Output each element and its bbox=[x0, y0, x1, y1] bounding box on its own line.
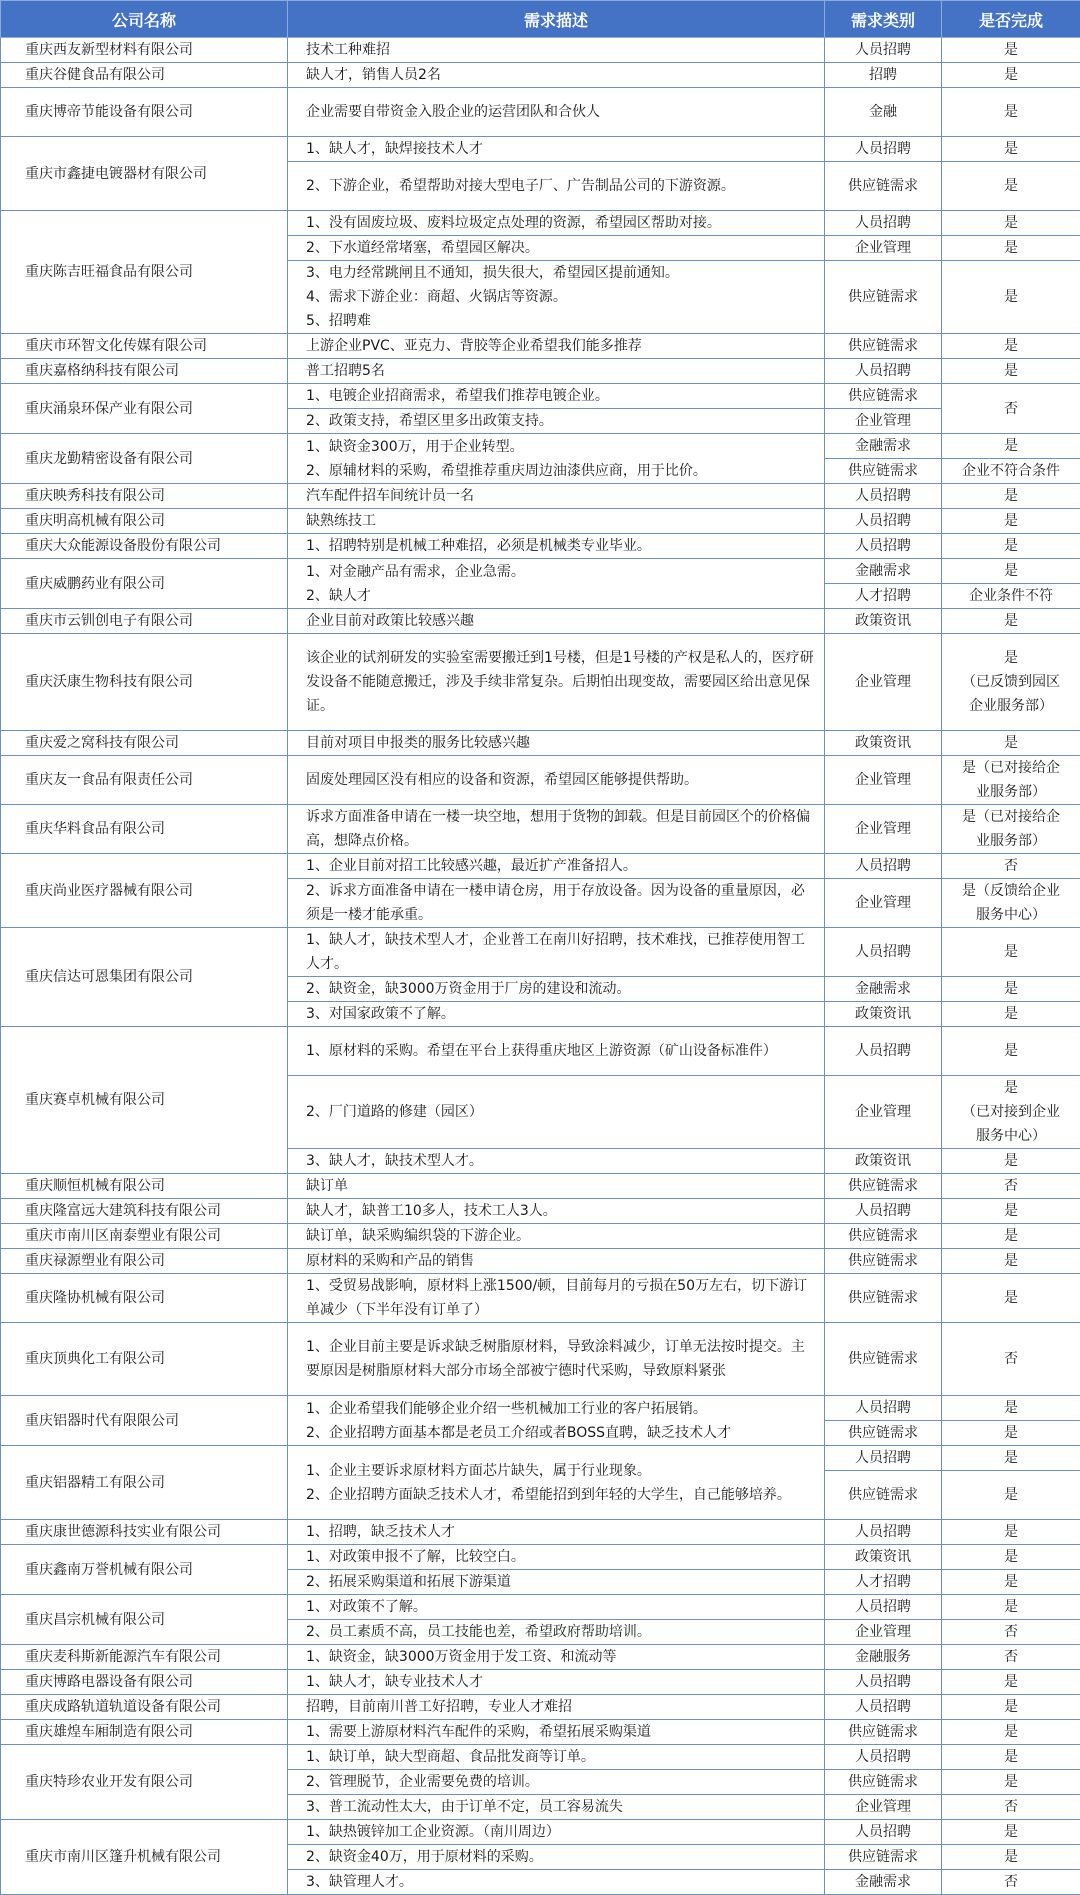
table-row bbox=[1, 1199, 1080, 1224]
table-row bbox=[1, 211, 1080, 236]
completion-status: 是 bbox=[942, 1695, 1080, 1720]
table-row bbox=[1, 634, 1080, 731]
demand-category: 人员招聘 bbox=[825, 854, 942, 879]
demand-description: 1、受贸易战影响，原材料上涨1500/顿，目前每月的亏损在50万左右，切下游订单减少（下半年没有订单了） bbox=[288, 1274, 825, 1323]
table-row bbox=[1, 559, 1080, 584]
demand-description: 目前对项目申报类的服务比较感兴趣 bbox=[288, 731, 825, 756]
completion-status: 否 bbox=[942, 854, 1080, 879]
demand-description-line: 1、企业希望我们能够企业介绍一些机械加工行业的客户拓展销。 bbox=[306, 1397, 814, 1421]
completion-status: 是 bbox=[942, 509, 1080, 534]
demand-description-line: 1、缺资金300万，用于企业转型。 bbox=[306, 435, 814, 459]
completion-status: 是 bbox=[942, 162, 1080, 211]
completion-status: 企业不符合条件 bbox=[942, 459, 1080, 484]
demand-description-line: 2、原辅材料的采购，希望推荐重庆周边油漆供应商，用于比价。 bbox=[306, 459, 814, 483]
demand-description: 1、对政策不了解。 bbox=[288, 1595, 825, 1620]
completion-status: 是 bbox=[942, 609, 1080, 634]
demand-category: 金融需求 bbox=[825, 1870, 942, 1895]
completion-status: 是 bbox=[942, 1002, 1080, 1027]
company-name: 重庆隆协机械有限公司 bbox=[1, 1274, 288, 1323]
company-name: 重庆大众能源设备股份有限公司 bbox=[1, 534, 288, 559]
company-name: 重庆龙勤精密设备有限公司 bbox=[1, 434, 288, 484]
demand-category: 人员招聘 bbox=[825, 1027, 942, 1076]
demand-category: 人员招聘 bbox=[825, 1695, 942, 1720]
completion-status: 否 bbox=[942, 1645, 1080, 1670]
demand-category: 政策资讯 bbox=[825, 1149, 942, 1174]
demand-category: 供应链需求 bbox=[825, 1845, 942, 1870]
company-name: 重庆博路电器设备有限公司 bbox=[1, 1670, 288, 1695]
company-name: 重庆赛卓机械有限公司 bbox=[1, 1027, 288, 1174]
completion-status bbox=[942, 879, 1080, 928]
demand-category: 金融需求 bbox=[825, 559, 942, 584]
completion-status: 是 bbox=[942, 261, 1080, 334]
company-name: 重庆特珍农业开发有限公司 bbox=[1, 1745, 288, 1820]
completion-status: 是 bbox=[942, 1670, 1080, 1695]
company-name: 重庆市南川区篷升机械有限公司 bbox=[1, 1820, 288, 1895]
demand-category: 供应链需求 bbox=[825, 1770, 942, 1795]
demand-description: 2、缺资金40万，用于原材料的采购。 bbox=[288, 1845, 825, 1870]
company-name: 重庆铝器精工有限公司 bbox=[1, 1446, 288, 1520]
completion-status: 企业条件不符 bbox=[942, 584, 1080, 609]
demand-description: 1、缺人才，缺技术型人才，企业普工在南川好招聘，技术难找，已推荐使用智工人才。 bbox=[288, 928, 825, 977]
company-name: 重庆谷健食品有限公司 bbox=[1, 63, 288, 88]
demand-category: 供应链需求 bbox=[825, 1421, 942, 1446]
completion-status: 是 bbox=[942, 1446, 1080, 1471]
demand-category: 人员招聘 bbox=[825, 38, 942, 63]
completion-status: 否 bbox=[942, 1795, 1080, 1820]
demand-category: 金融需求 bbox=[825, 977, 942, 1002]
demand-description: 1、招聘特别是机械工种难招，必须是机械类专业毕业。 bbox=[288, 534, 825, 559]
completion-status: 是 bbox=[942, 1720, 1080, 1745]
company-name: 重庆市南川区南泰塑业有限公司 bbox=[1, 1224, 288, 1249]
company-name: 重庆昌宗机械有限公司 bbox=[1, 1595, 288, 1645]
company-name: 重庆顶典化工有限公司 bbox=[1, 1323, 288, 1396]
demand-category: 企业管理 bbox=[825, 1076, 942, 1149]
completion-status: 否 bbox=[942, 1620, 1080, 1645]
demand-description: 招聘，目前南川普工好招聘，专业人才难招 bbox=[288, 1695, 825, 1720]
demand-category: 人员招聘 bbox=[825, 509, 942, 534]
completion-status-line: 企业服务部） bbox=[948, 694, 1074, 718]
demand-category: 人才招聘 bbox=[825, 1570, 942, 1595]
table-row bbox=[1, 534, 1080, 559]
demand-description: 2、员工素质不高，员工技能也差，希望政府帮助培训。 bbox=[288, 1620, 825, 1645]
demand-category: 人员招聘 bbox=[825, 211, 942, 236]
demand-category: 供应链需求 bbox=[825, 261, 942, 334]
demand-category: 人才招聘 bbox=[825, 584, 942, 609]
demand-description: 2、诉求方面准备申请在一楼申请仓房，用于存放设备。因为设备的重量原因，必须是一楼才能承重。 bbox=[288, 879, 825, 928]
demand-category: 人员招聘 bbox=[825, 1520, 942, 1545]
demand-description: 1、企业目前主要是诉求缺乏树脂原材料，导致涂料减少，订单无法按时提交。主要原因是树脂原材料大部分市场全部被宁德时代采购，导致原料紧张 bbox=[288, 1323, 825, 1396]
demand-category: 政策资讯 bbox=[825, 1545, 942, 1570]
company-name: 重庆涌泉环保产业有限公司 bbox=[1, 384, 288, 434]
company-name: 重庆友一食品有限责任公司 bbox=[1, 756, 288, 805]
company-name: 重庆嘉格纳科技有限公司 bbox=[1, 359, 288, 384]
completion-status bbox=[942, 756, 1080, 805]
company-name: 重庆市鑫捷电镀器材有限公司 bbox=[1, 137, 288, 211]
demand-description: 1、招聘，缺乏技术人才 bbox=[288, 1520, 825, 1545]
demand-description: 1、缺人才，缺焊接技术人才 bbox=[288, 137, 825, 162]
completion-status-line: 业服务部） bbox=[948, 780, 1074, 804]
demand-description: 上游企业PVC、亚克力、背胶等企业希望我们能多推荐 bbox=[288, 334, 825, 359]
table-body bbox=[1, 38, 1080, 1895]
demand-category: 企业管理 bbox=[825, 236, 942, 261]
demand-category: 供应链需求 bbox=[825, 1274, 942, 1323]
company-name: 重庆雄煌车厢制造有限公司 bbox=[1, 1720, 288, 1745]
demand-category: 人员招聘 bbox=[825, 1745, 942, 1770]
company-name: 重庆爱之窝科技有限公司 bbox=[1, 731, 288, 756]
demand-description: 缺订单，缺采购编织袋的下游企业。 bbox=[288, 1224, 825, 1249]
demand-description: 企业需要自带资金入股企业的运营团队和合伙人 bbox=[288, 88, 825, 137]
demand-category: 人员招聘 bbox=[825, 534, 942, 559]
demand-description: 1、没有固废垃圾、废料垃圾定点处理的资源，希望园区帮助对接。 bbox=[288, 211, 825, 236]
table-row bbox=[1, 1274, 1080, 1323]
completion-status: 是 bbox=[942, 1199, 1080, 1224]
table-row bbox=[1, 1720, 1080, 1745]
demand-category: 供应链需求 bbox=[825, 459, 942, 484]
demand-category: 企业管理 bbox=[825, 805, 942, 854]
table-row bbox=[1, 756, 1080, 805]
table-row bbox=[1, 484, 1080, 509]
demand-description: 诉求方面准备申请在一楼一块空地，想用于货物的卸载。但是目前园区个的价格偏高，想降点价格。 bbox=[288, 805, 825, 854]
demand-description-line: 5、招聘难 bbox=[306, 309, 814, 333]
completion-status-line: （已反馈到园区 bbox=[948, 670, 1074, 694]
demand-description: 2、缺资金，缺3000万资金用于厂房的建设和流动。 bbox=[288, 977, 825, 1002]
table-row bbox=[1, 1249, 1080, 1274]
demand-category: 人员招聘 bbox=[825, 928, 942, 977]
company-name: 重庆市云钏创电子有限公司 bbox=[1, 609, 288, 634]
completion-status: 是 bbox=[942, 1570, 1080, 1595]
demand-category: 人员招聘 bbox=[825, 1396, 942, 1421]
demand-description: 2、厂门道路的修建（园区） bbox=[288, 1076, 825, 1149]
completion-status: 否 bbox=[942, 1870, 1080, 1895]
table-row bbox=[1, 1545, 1080, 1570]
company-name: 重庆西友新型材料有限公司 bbox=[1, 38, 288, 63]
completion-status: 是 bbox=[942, 1545, 1080, 1570]
table-row bbox=[1, 928, 1080, 977]
completion-status: 否 bbox=[942, 1323, 1080, 1396]
completion-status-line: 服务中心） bbox=[948, 903, 1074, 927]
demand-category: 企业管理 bbox=[825, 409, 942, 434]
demand-category: 供应链需求 bbox=[825, 1471, 942, 1520]
completion-status: 是 bbox=[942, 1595, 1080, 1620]
table-row bbox=[1, 434, 1080, 459]
table-row bbox=[1, 805, 1080, 854]
table-row bbox=[1, 88, 1080, 137]
completion-status: 是 bbox=[942, 534, 1080, 559]
table-row bbox=[1, 609, 1080, 634]
table-row bbox=[1, 334, 1080, 359]
completion-status-line: 是 bbox=[948, 1076, 1074, 1100]
table-row bbox=[1, 1520, 1080, 1545]
company-name: 重庆鑫南万誉机械有限公司 bbox=[1, 1545, 288, 1595]
table-row bbox=[1, 1446, 1080, 1471]
demand-description: 2、下水道经常堵塞，希望园区解决。 bbox=[288, 236, 825, 261]
demand-description: 1、需要上游原材料汽车配件的采购，希望拓展采购渠道 bbox=[288, 1720, 825, 1745]
completion-status: 是 bbox=[942, 1421, 1080, 1446]
table-row bbox=[1, 1027, 1080, 1076]
table-row bbox=[1, 384, 1080, 409]
demand-category: 招聘 bbox=[825, 63, 942, 88]
company-name: 重庆华料食品有限公司 bbox=[1, 805, 288, 854]
demand-description: 企业目前对政策比较感兴趣 bbox=[288, 609, 825, 634]
table-row bbox=[1, 1820, 1080, 1845]
demand-description: 缺熟练技工 bbox=[288, 509, 825, 534]
completion-status: 是 bbox=[942, 63, 1080, 88]
table-row bbox=[1, 1323, 1080, 1396]
demand-description: 1、缺热镀锌加工企业资源。（南川周边） bbox=[288, 1820, 825, 1845]
completion-status: 是 bbox=[942, 1845, 1080, 1870]
demand-category: 供应链需求 bbox=[825, 1249, 942, 1274]
demand-category: 供应链需求 bbox=[825, 162, 942, 211]
completion-status: 是 bbox=[942, 334, 1080, 359]
company-name: 重庆沃康生物科技有限公司 bbox=[1, 634, 288, 731]
demand-category: 政策资讯 bbox=[825, 731, 942, 756]
table-row bbox=[1, 1174, 1080, 1199]
demand-description: 2、管理脱节，企业需要免费的培训。 bbox=[288, 1770, 825, 1795]
company-name: 重庆映秀科技有限公司 bbox=[1, 484, 288, 509]
table-row bbox=[1, 509, 1080, 534]
table-row bbox=[1, 731, 1080, 756]
company-name: 重庆成路轨道轨道设备有限公司 bbox=[1, 1695, 288, 1720]
completion-status: 是 bbox=[942, 977, 1080, 1002]
demand-category: 企业管理 bbox=[825, 1795, 942, 1820]
demand-description: 1、对政策申报不了解，比较空白。 bbox=[288, 1545, 825, 1570]
demand-description: 2、下游企业，希望帮助对接大型电子厂、广告制品公司的下游资源。 bbox=[288, 162, 825, 211]
demand-description bbox=[288, 261, 825, 334]
company-name: 重庆铝器时代有限限公司 bbox=[1, 1396, 288, 1446]
completion-status: 是 bbox=[942, 1520, 1080, 1545]
demand-description: 3、普工流动性太大，由于订单不定，员工容易流失 bbox=[288, 1795, 825, 1820]
completion-status-line: 是（已对接给企 bbox=[948, 805, 1074, 829]
completion-status: 是 bbox=[942, 1820, 1080, 1845]
company-name: 重庆顺恒机械有限公司 bbox=[1, 1174, 288, 1199]
demand-description: 普工招聘5名 bbox=[288, 359, 825, 384]
demand-category: 人员招聘 bbox=[825, 1670, 942, 1695]
demand-category: 供应链需求 bbox=[825, 1720, 942, 1745]
completion-status: 是 bbox=[942, 928, 1080, 977]
table-row bbox=[1, 359, 1080, 384]
company-name: 重庆威鹏药业有限公司 bbox=[1, 559, 288, 609]
demand-description: 技术工种难招 bbox=[288, 38, 825, 63]
table-row bbox=[1, 1745, 1080, 1770]
completion-status: 是 bbox=[942, 359, 1080, 384]
table-row bbox=[1, 1670, 1080, 1695]
demand-category: 企业管理 bbox=[825, 634, 942, 731]
demand-description-line: 2、缺人才 bbox=[306, 584, 814, 608]
demand-description bbox=[288, 434, 825, 484]
completion-status: 是 bbox=[942, 211, 1080, 236]
company-name: 重庆康世德源科技实业有限公司 bbox=[1, 1520, 288, 1545]
demand-category: 供应链需求 bbox=[825, 334, 942, 359]
table-row bbox=[1, 854, 1080, 879]
completion-status: 是 bbox=[942, 1249, 1080, 1274]
completion-status: 是 bbox=[942, 137, 1080, 162]
completion-status: 是 bbox=[942, 434, 1080, 459]
demand-category: 金融 bbox=[825, 88, 942, 137]
demand-description: 3、缺人才，缺技术型人才。 bbox=[288, 1149, 825, 1174]
demand-description: 该企业的试剂研发的实验室需要搬迁到1号楼，但是1号楼的产权是私人的，医疗研发设备不能随意搬迁，涉及手续非常复杂。后期怕出现变故，需要园区给出意见保证。 bbox=[288, 634, 825, 731]
completion-status: 是 bbox=[942, 1745, 1080, 1770]
completion-status bbox=[942, 634, 1080, 731]
completion-status: 是 bbox=[942, 484, 1080, 509]
header-company[interactable]: 公司名称 bbox=[1, 1, 288, 38]
table-row bbox=[1, 38, 1080, 63]
demand-description: 1、缺资金，缺3000万资金用于发工资、和流动等 bbox=[288, 1645, 825, 1670]
completion-status: 是 bbox=[942, 1149, 1080, 1174]
completion-status: 是 bbox=[942, 1224, 1080, 1249]
completion-status: 否 bbox=[942, 384, 1080, 434]
table-row bbox=[1, 1645, 1080, 1670]
demand-description: 1、企业目前对招工比较感兴趣，最近扩产准备招人。 bbox=[288, 854, 825, 879]
demand-category: 企业管理 bbox=[825, 756, 942, 805]
demand-description: 2、拓展采购渠道和拓展下游渠道 bbox=[288, 1570, 825, 1595]
demand-description: 汽车配件招车间统计员一名 bbox=[288, 484, 825, 509]
demand-description: 原材料的采购和产品的销售 bbox=[288, 1249, 825, 1274]
completion-status: 是 bbox=[942, 88, 1080, 137]
table-row bbox=[1, 1396, 1080, 1421]
table-row bbox=[1, 1224, 1080, 1249]
demand-description-line: 3、电力经常跳闸且不通知，损失很大，希望园区提前通知。 bbox=[306, 261, 814, 285]
demand-description-line: 1、对金融产品有需求，企业急需。 bbox=[306, 560, 814, 584]
demand-category: 政策资讯 bbox=[825, 1002, 942, 1027]
completion-status-line: （已对接到企业 bbox=[948, 1100, 1074, 1124]
completion-status: 是 bbox=[942, 1471, 1080, 1520]
demand-category: 供应链需求 bbox=[825, 1323, 942, 1396]
completion-status: 是 bbox=[942, 1027, 1080, 1076]
completion-status bbox=[942, 1076, 1080, 1149]
demand-description: 1、缺订单，缺大型商超、食品批发商等订单。 bbox=[288, 1745, 825, 1770]
demand-description-line: 2、企业招聘方面基本都是老员工介绍或者BOSS直聘，缺乏技术人才 bbox=[306, 1421, 814, 1445]
demand-category: 企业管理 bbox=[825, 879, 942, 928]
completion-status: 是 bbox=[942, 1770, 1080, 1795]
table-row bbox=[1, 63, 1080, 88]
company-name: 重庆博帝节能设备有限公司 bbox=[1, 88, 288, 137]
demand-category: 人员招聘 bbox=[825, 1446, 942, 1471]
table-row bbox=[1, 1695, 1080, 1720]
demand-category: 供应链需求 bbox=[825, 384, 942, 409]
demand-category: 人员招聘 bbox=[825, 359, 942, 384]
demand-category: 金融需求 bbox=[825, 434, 942, 459]
demand-category: 企业管理 bbox=[825, 1620, 942, 1645]
company-name: 重庆市环智文化传媒有限公司 bbox=[1, 334, 288, 359]
header-category[interactable]: 需求类别 bbox=[825, 1, 942, 38]
demand-category: 人员招聘 bbox=[825, 1199, 942, 1224]
table-row bbox=[1, 1595, 1080, 1620]
demand-category: 人员招聘 bbox=[825, 137, 942, 162]
completion-status-line: 是（已对接给企 bbox=[948, 756, 1074, 780]
completion-status-line: 是（反馈给企业 bbox=[948, 879, 1074, 903]
completion-status bbox=[942, 805, 1080, 854]
demand-category: 人员招聘 bbox=[825, 1820, 942, 1845]
completion-status: 是 bbox=[942, 731, 1080, 756]
company-name: 重庆明高机械有限公司 bbox=[1, 509, 288, 534]
company-name: 重庆麦科斯新能源汽车有限公司 bbox=[1, 1645, 288, 1670]
demand-description: 3、缺管理人才。 bbox=[288, 1870, 825, 1895]
demand-description-line: 1、企业主要诉求原材料方面芯片缺失，属于行业现象。 bbox=[306, 1459, 814, 1483]
completion-status: 是 bbox=[942, 559, 1080, 584]
demand-description bbox=[288, 1446, 825, 1520]
completion-status: 是 bbox=[942, 38, 1080, 63]
completion-status: 是 bbox=[942, 236, 1080, 261]
demand-description: 3、对国家政策不了解。 bbox=[288, 1002, 825, 1027]
completion-status: 否 bbox=[942, 1174, 1080, 1199]
completion-status-line: 服务中心） bbox=[948, 1124, 1074, 1148]
demand-description: 固废处理园区没有相应的设备和资源，希望园区能够提供帮助。 bbox=[288, 756, 825, 805]
company-name: 重庆禄源塑业有限公司 bbox=[1, 1249, 288, 1274]
demand-description: 2、政策支持，希望区里多出政策支持。 bbox=[288, 409, 825, 434]
demand-category: 供应链需求 bbox=[825, 1224, 942, 1249]
demand-description: 1、缺人才，缺专业技术人才 bbox=[288, 1670, 825, 1695]
demand-description bbox=[288, 559, 825, 609]
demand-category: 人员招聘 bbox=[825, 484, 942, 509]
completion-status-line: 业服务部） bbox=[948, 829, 1074, 853]
demand-description bbox=[288, 1396, 825, 1446]
company-name: 重庆隆富远大建筑科技有限公司 bbox=[1, 1199, 288, 1224]
demand-category: 人员招聘 bbox=[825, 1595, 942, 1620]
header-description[interactable]: 需求描述 bbox=[288, 1, 825, 38]
demand-category: 政策资讯 bbox=[825, 609, 942, 634]
company-name: 重庆陈吉旺福食品有限公司 bbox=[1, 211, 288, 334]
demand-description-line: 2、企业招聘方面缺乏技术人才，希望能招到到年轻的大学生，自己能够培养。 bbox=[306, 1483, 814, 1507]
company-name: 重庆尚业医疗器械有限公司 bbox=[1, 854, 288, 928]
company-name: 重庆信达可恩集团有限公司 bbox=[1, 928, 288, 1027]
completion-status-line: 是 bbox=[948, 646, 1074, 670]
table-row bbox=[1, 137, 1080, 162]
header-row bbox=[1, 1, 1080, 38]
demand-category: 金融服务 bbox=[825, 1645, 942, 1670]
completion-status: 是 bbox=[942, 1274, 1080, 1323]
demand-description: 1、原材料的采购。希望在平台上获得重庆地区上游资源（矿山设备标准件） bbox=[288, 1027, 825, 1076]
header-completed[interactable]: 是否完成 bbox=[942, 1, 1080, 38]
demand-description: 缺人才，缺普工10多人，技术工人3人。 bbox=[288, 1199, 825, 1224]
demand-description-line: 4、需求下游企业：商超、火锅店等资源。 bbox=[306, 285, 814, 309]
demand-category: 供应链需求 bbox=[825, 1174, 942, 1199]
demand-description: 缺订单 bbox=[288, 1174, 825, 1199]
demand-description: 1、电镀企业招商需求，希望我们推荐电镀企业。 bbox=[288, 384, 825, 409]
completion-status: 是 bbox=[942, 1396, 1080, 1421]
demand-description: 缺人才，销售人员2名 bbox=[288, 63, 825, 88]
